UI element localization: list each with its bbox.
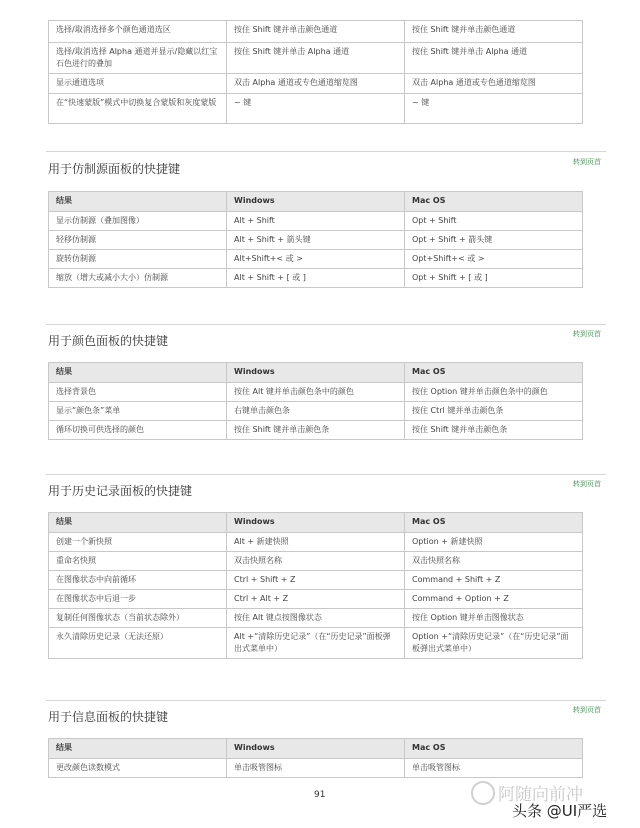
section-divider [46, 151, 606, 152]
windows-cell: 右键单击颜色条 [227, 402, 405, 421]
macos-cell: Command + Shift + Z [405, 571, 583, 590]
macos-cell: 按住 Option 键并单击颜色条中的颜色 [405, 383, 583, 402]
table-row [49, 552, 583, 571]
table-row [49, 402, 583, 421]
section-title-info-panel: 用于信息面板的快捷键 [48, 710, 169, 724]
macos-cell: Option + 新建快照 [405, 533, 583, 552]
table-header-row [49, 192, 583, 212]
column-header-windows: Windows [227, 363, 405, 383]
watermark-logo-icon [471, 781, 495, 805]
macos-cell: Opt + Shift [405, 212, 583, 231]
macos-cell: 按住 Shift 键并单击颜色条 [405, 421, 583, 440]
table-row [49, 571, 583, 590]
table-row [49, 212, 583, 231]
result-cell: 在图像状态中后退一步 [49, 590, 227, 609]
column-header-macos: Mac OS [405, 192, 583, 212]
macos-cell: Opt+Shift+< 或 > [405, 250, 583, 269]
windows-cell: 按住 Alt 键并单击颜色条中的颜色 [227, 383, 405, 402]
result-cell: 显示仿制源（叠加图像） [49, 212, 227, 231]
windows-cell: Alt + Shift [227, 212, 405, 231]
result-cell: 选择/取消选择多个颜色通道选区 [49, 21, 227, 43]
column-header-macos: Mac OS [405, 363, 583, 383]
clone-source-shortcut-table [48, 191, 583, 288]
result-cell: 显示通道选项 [49, 74, 227, 94]
windows-cell: 按住 Shift 键并单击颜色条 [227, 421, 405, 440]
back-to-top-link[interactable]: 转到页首 [573, 158, 601, 166]
table-header-row [49, 513, 583, 533]
windows-cell: Alt+Shift+< 或 > [227, 250, 405, 269]
section-divider [46, 474, 606, 475]
table-row [49, 21, 583, 43]
windows-cell: 按住 Alt 键点按图像状态 [227, 609, 405, 628]
table-header-row [49, 363, 583, 383]
table-row [49, 269, 583, 288]
section-divider [46, 700, 606, 701]
table-row [49, 609, 583, 628]
page-number: 91 [314, 790, 326, 800]
windows-cell: 按住 Shift 键并单击 Alpha 通道 [227, 43, 405, 74]
result-cell: 旋转仿制源 [49, 250, 227, 269]
macos-cell: 双击 Alpha 通道或专色通道缩览图 [405, 74, 583, 94]
macos-cell: Opt + Shift + [ 或 ] [405, 269, 583, 288]
result-cell: 更改颜色读数模式 [49, 759, 227, 778]
table-row [49, 759, 583, 778]
column-header-windows: Windows [227, 739, 405, 759]
windows-cell: Alt + 新建快照 [227, 533, 405, 552]
back-to-top-link[interactable]: 转到页首 [573, 480, 601, 488]
windows-cell: 双击快照名称 [227, 552, 405, 571]
macos-cell: Command + Option + Z [405, 590, 583, 609]
windows-cell: 按住 Shift 键并单击颜色通道 [227, 21, 405, 43]
column-header-macos: Mac OS [405, 513, 583, 533]
color-panel-shortcut-table [48, 362, 583, 440]
history-panel-shortcut-table [48, 512, 583, 659]
windows-cell: Alt + Shift + [ 或 ] [227, 269, 405, 288]
column-header-result: 结果 [49, 363, 227, 383]
table-row [49, 533, 583, 552]
result-cell: 选择/取消选择 Alpha 通道并显示/隐藏以红宝石色进行的叠加 [49, 43, 227, 74]
table-row [49, 628, 583, 659]
macos-cell: 单击吸管图标 [405, 759, 583, 778]
macos-cell: 双击快照名称 [405, 552, 583, 571]
column-header-windows: Windows [227, 513, 405, 533]
info-panel-shortcut-table [48, 738, 583, 778]
section-title-color-panel: 用于颜色面板的快捷键 [48, 334, 169, 348]
section-divider [46, 324, 606, 325]
table-row [49, 43, 583, 74]
result-cell: 循环切换可供选择的颜色 [49, 421, 227, 440]
result-cell: 选择背景色 [49, 383, 227, 402]
macos-cell: 按住 Shift 键并单击颜色通道 [405, 21, 583, 43]
table-row [49, 231, 583, 250]
column-header-windows: Windows [227, 192, 405, 212]
macos-cell: 按住 Shift 键并单击 Alpha 通道 [405, 43, 583, 74]
macos-cell: 按住 Ctrl 键并单击颜色条 [405, 402, 583, 421]
macos-cell: Opt + Shift + 箭头键 [405, 231, 583, 250]
result-cell: 重命名快照 [49, 552, 227, 571]
back-to-top-link[interactable]: 转到页首 [573, 706, 601, 714]
result-cell: 缩放（增大或减小大小）仿制源 [49, 269, 227, 288]
result-cell: 轻移仿制源 [49, 231, 227, 250]
table-row [49, 250, 583, 269]
section-title-clone-source: 用于仿制源面板的快捷键 [48, 162, 181, 176]
windows-cell: 单击吸管图标 [227, 759, 405, 778]
table-row [49, 590, 583, 609]
result-cell: 显示“颜色条”菜单 [49, 402, 227, 421]
column-header-result: 结果 [49, 192, 227, 212]
result-cell: 永久清除历史记录（无法还原） [49, 628, 227, 659]
macos-cell: 按住 Option 键并单击图像状态 [405, 609, 583, 628]
table-row [49, 94, 583, 124]
windows-cell: ~ 键 [227, 94, 405, 124]
brand-caption: 头条 @UI严选 [512, 802, 608, 820]
column-header-macos: Mac OS [405, 739, 583, 759]
result-cell: 在“快速蒙版”模式中切换复合蒙版和灰度蒙版 [49, 94, 227, 124]
table-row [49, 421, 583, 440]
windows-cell: Alt + Shift + 箭头键 [227, 231, 405, 250]
windows-cell: 双击 Alpha 通道或专色通道缩览图 [227, 74, 405, 94]
table-row [49, 383, 583, 402]
result-cell: 在图像状态中向前循环 [49, 571, 227, 590]
macos-cell: ~ 键 [405, 94, 583, 124]
table-header-row [49, 739, 583, 759]
windows-cell: Ctrl + Shift + Z [227, 571, 405, 590]
watermark-text: 阿随向前冲 [498, 785, 583, 805]
section-title-history-panel: 用于历史记录面板的快捷键 [48, 484, 193, 498]
table-row [49, 74, 583, 94]
column-header-result: 结果 [49, 739, 227, 759]
result-cell: 复制任何图像状态（当前状态除外） [49, 609, 227, 628]
result-cell: 创建一个新快照 [49, 533, 227, 552]
macos-cell: Option +“清除历史记录”（在“历史记录”面板弹出式菜单中） [405, 628, 583, 659]
column-header-result: 结果 [49, 513, 227, 533]
windows-cell: Ctrl + Alt + Z [227, 590, 405, 609]
back-to-top-link[interactable]: 转到页首 [573, 330, 601, 338]
top-shortcut-table [48, 20, 583, 124]
windows-cell: Alt +“清除历史记录”（在“历史记录”面板弹出式菜单中） [227, 628, 405, 659]
